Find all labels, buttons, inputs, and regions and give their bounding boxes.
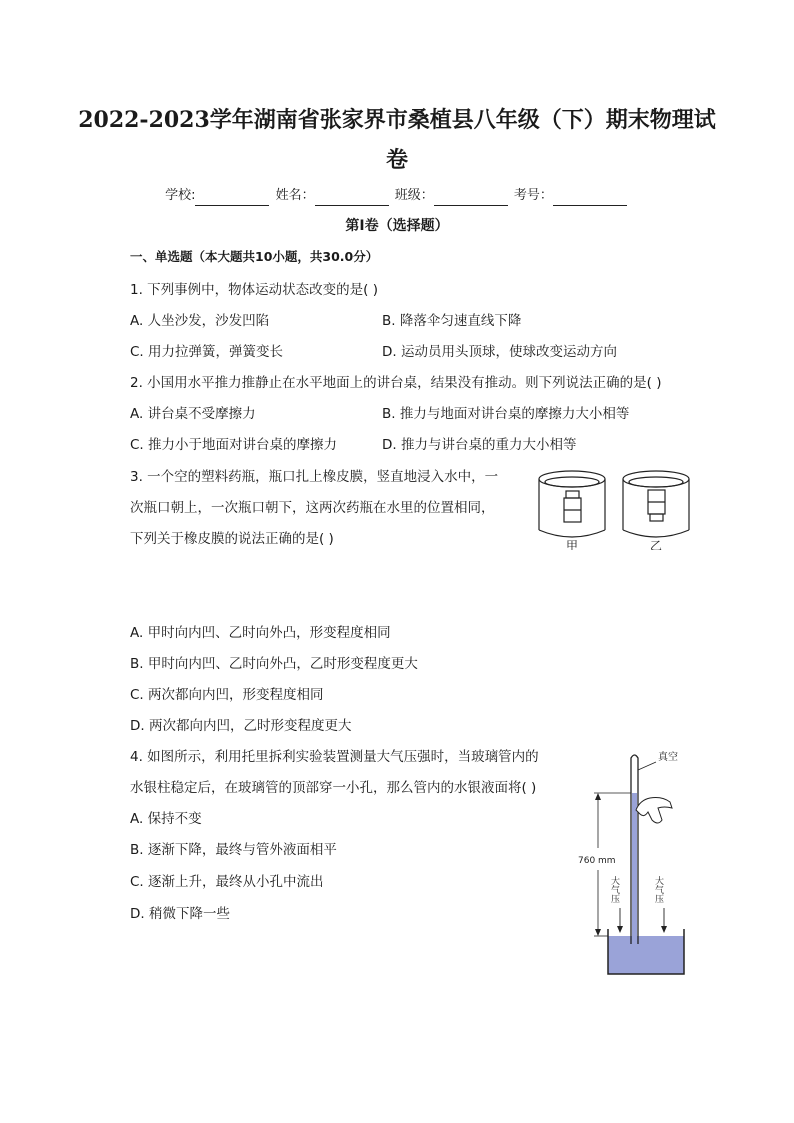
class-blank[interactable]	[434, 191, 508, 206]
question-4-option-a[interactable]: A. 保持不变	[130, 811, 202, 827]
question-2-option-b[interactable]: B. 推力与地面对讲台桌的摩擦力大小相等	[382, 406, 630, 422]
question-1-option-c[interactable]: C. 用力拉弹簧，弹簧变长	[130, 344, 284, 360]
question-1-option-b[interactable]: B. 降落伞匀速直线下降	[382, 313, 522, 329]
question-4-stem-line1: 4. 如图所示，利用托里拆利实验装置测量大气压强时，当玻璃管内的	[130, 749, 539, 765]
question-4-stem-line2: 水银柱稳定后，在玻璃管的顶部穿一小孔，那么管内的水银液面将( )	[130, 780, 537, 796]
question-3-stem-line1: 3. 一个空的塑料药瓶，瓶口扎上橡皮膜，竖直地浸入水中，一	[130, 469, 499, 485]
question-4-option-b[interactable]: B. 逐渐下降，最终与管外液面相平	[130, 842, 337, 858]
vacuum-label: 真空	[658, 752, 678, 763]
torricelli-figure	[576, 748, 692, 982]
question-3-stem-line2: 次瓶口朝上，一次瓶口朝下，这两次药瓶在水里的位置相同，	[130, 500, 495, 516]
name-blank[interactable]	[315, 191, 389, 206]
question-2-option-a[interactable]: A. 讲台桌不受摩擦力	[130, 406, 256, 422]
student-info-row	[0, 186, 794, 206]
question-2-option-d[interactable]: D. 推力与讲台桌的重力大小相等	[382, 437, 577, 453]
exam-no-label: 考号：	[513, 188, 553, 203]
part-title: 一、单选题（本大题共10小题，共30.0分）	[130, 249, 379, 264]
class-label: 班级：	[394, 188, 434, 203]
question-2-stem: 2. 小国用水平推力推静止在水平地面上的讲台桌，结果没有推动。则下列说法正确的是( )	[130, 375, 662, 391]
exam-title-line2: 卷	[385, 147, 408, 173]
question-1-option-a[interactable]: A. 人坐沙发，沙发凹陷	[130, 313, 270, 329]
question-1-option-d[interactable]: D. 运动员用头顶球，使球改变运动方向	[382, 344, 617, 360]
question-4-option-d[interactable]: D. 稍微下降一些	[130, 906, 230, 922]
exam-title	[60, 100, 734, 180]
atm-left-label: 大气压	[609, 876, 619, 903]
question-3-option-b[interactable]: B. 甲时向内凹、乙时向外凸，乙时形变程度更大	[130, 656, 418, 672]
name-label: 姓名：	[275, 188, 315, 203]
question-3-option-d[interactable]: D. 两次都向内凹，乙时形变程度更大	[130, 718, 352, 734]
section-title: 第I卷（选择题）	[345, 218, 449, 234]
height-label: 760 mm	[578, 856, 616, 866]
atm-right-label: 大气压	[653, 876, 663, 903]
exam-title-line1: 2022-2023学年湖南省张家界市桑植县八年级（下）期末物理试	[78, 107, 716, 133]
question-3-option-a[interactable]: A. 甲时向内凹、乙时向外凸，形变程度相同	[130, 625, 391, 641]
question-1-stem: 1. 下列事例中，物体运动状态改变的是( )	[130, 282, 378, 298]
figure-label-yi: 乙	[649, 539, 663, 550]
figure-label-jia: 甲	[565, 539, 579, 550]
question-3-option-c[interactable]: C. 两次都向内凹，形变程度相同	[130, 687, 324, 703]
exam-no-blank[interactable]	[553, 191, 627, 206]
question-2-option-c[interactable]: C. 推力小于地面对讲台桌的摩擦力	[130, 437, 338, 453]
bottle-figure	[534, 466, 694, 550]
question-4-option-c[interactable]: C. 逐渐上升，最终从小孔中流出	[130, 874, 324, 890]
school-blank[interactable]	[195, 191, 269, 206]
question-3-stem-line3: 下列关于橡皮膜的说法正确的是( )	[130, 531, 334, 547]
school-label: 学校:	[165, 188, 196, 203]
